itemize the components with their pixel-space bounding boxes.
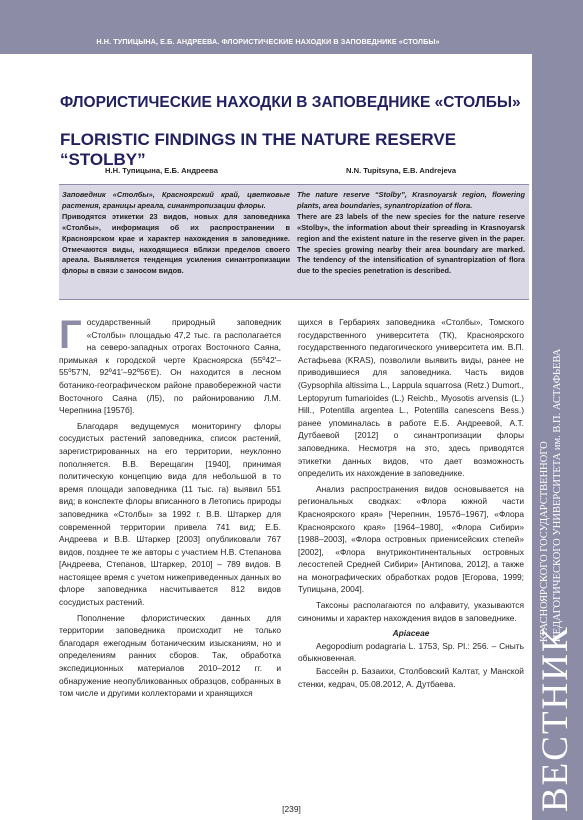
keywords-ru: Заповедник «Столбы», Красноярский край, цветковые растения, границы ареала, синантропизации флоры.	[62, 190, 290, 210]
authors-en: N.N. Tupitsyna, E.B. Andrejeva	[346, 166, 457, 175]
university-line-2: ПЕДАГОГИЧЕСКОГО УНИВЕРСИТЕТА им. В.П. АСТАФЬЕВА	[552, 348, 563, 642]
paragraph-replenishment: Пополнение флористических данных для территории заповедника происходит не только благодаря ежегодным ботаническим изысканиям, но и определениям ранних сборов. Так, обработка экспедиционных материалов 2010–2012 гг. и обнаружение неопубликованных образцов, собранных в том числе и другими коллекторами и хранящихся	[59, 612, 281, 699]
abstract-text-ru: Приводятся этикетки 23 видов, новых для заповедника «Столбы», информация об их распространении в Красноярском крае и характер нахождения в заповеднике. Отмечаются виды, находящиеся вблизи пределов своего ареала. Выявляется тенденция усиления синантропизации флоры в связи с заносом видов.	[62, 211, 290, 276]
family-heading: Apiaceae	[392, 628, 430, 639]
abstract-en	[297, 190, 525, 277]
keywords-en: The nature reserve “Stolby”, Krasnoyarsk region, flowering plants, area boundaries, synantropization of flora.	[297, 190, 525, 210]
paragraph-monitoring: Благодаря ведущемуся мониторингу флоры сосудистых растений заповедника, список растений, зарегистрированных на его территории, неуклонно пополняется. В.В. Верещагин [1940], принимая политическую концепцию вида для небольшой в то время площади заповедника (11 тыс. га) выявил 551 вид; в конспекте флоры вписанного в Летопись природы заповедника «Столбы» за 1992 г. В.В. Штаркер для современной территории привела 741 вид; Е.Б. Андреева и В.В. Штаркер [2003] опубликовали 767 видов, позднее те же авторы с участием Н.В. Степанова [Андреева, Степанов, Штаркер, 2010] – 789 видов. В настоящее время с учетом нижеприведенных данных во флоре заповедника насчитывается 812 видов сосудистых растений.	[59, 420, 281, 608]
body-column-right	[298, 316, 524, 690]
paragraph-intro	[59, 313, 281, 417]
university-name	[538, 349, 564, 642]
article-title-ru: ФЛОРИСТИЧЕСКИЕ НАХОДКИ В ЗАПОВЕДНИКЕ «СТОЛБЫ»	[60, 94, 521, 111]
drop-cap: Г	[59, 313, 82, 357]
article-title-en: FLORISTIC FINDINGS IN THE NATURE RESERVE “STOLBY”	[60, 130, 457, 169]
university-line-1: КРАСНОЯРСКОГО ГОСУДАРСТВЕННОГО	[539, 441, 550, 642]
body-column-left	[59, 313, 281, 700]
paragraph-analysis: Анализ распространения видов основывается на региональных сводках: «Флора южной части Красноярского края» [Черепнин, 1957б–1967], «Флора Красноярского края» [1964–1980], «Флора Сибири» [1988–2003], «Флора островных приенисейских степей» [2002], «Флора внутриконтинентальных островных лесостепей Средней Сибири» [Антипова, 2012], а также на монографических обработках родов [Егорова, 1999; Тупицына, 2004].	[298, 483, 524, 595]
abstract-box	[59, 184, 529, 300]
paragraph-herbaria: щихся в Гербариях заповедника «Столбы», Томского государственного университета (ТК), Красноярского государственного педагогического университета им. В.П. Астафьева (KRAS), позволили выявить виды, ранее не приводившиеся для заповедника. Часть видов (Gypsophila altissima L., Lappula squarrosa (Retz.) Dumort., Leptopyrum fumarioides (L.) Reichb., Myosotis arvensis (L.) Hill., Potentilla argentea L., Potentilla canescens Bess.) ранее упоминалась в работе Е.Б. Андреевой, А.Т. Дутбаевой [2012] о синантропизации флоры заповедника. Несмотря на это, здесь приводятся этикетки данных видов, что дает возможность определить их нахождение в заповеднике.	[298, 317, 524, 479]
journal-sidebar	[532, 32, 583, 820]
page-number: [239]	[282, 804, 301, 814]
sidebar-rotated-text	[532, 112, 583, 812]
authors-ru: Н.Н. Тупицына, Е.Б. Андреева	[105, 166, 218, 175]
running-head: Н.Н. ТУПИЦЫНА, Е.Б. АНДРЕЕВА. ФЛОРИСТИЧЕСКИЕ НАХОДКИ В ЗАПОВЕДНИКЕ «СТОЛБЫ»	[96, 37, 440, 46]
abstract-text-en: There are 23 labels of the new species for the nature reserve «Stolby», the information about their spreading in Krasnoyarsk region and the existent nature in the reserve given in the paper. The species growing nearby their area boundary are marked. The tendency of the intensification of synantropization of flora due to the species penetration is described.	[297, 211, 525, 276]
journal-name: ВЕСТНИК	[535, 625, 576, 812]
paragraph-taxa-order: Таксоны располагаются по алфавиту, указываются синонимы и характер нахождения видов в заповеднике.	[298, 600, 524, 623]
top-decorative-bar	[0, 0, 583, 32]
species-entry: Aegopodium podagraria L. 1753, Sp. Pl.: 256. – Сныть обыкновенная.	[298, 640, 524, 664]
paragraph-intro-text: осударственный природный заповедник «Столбы» площадью 47,2 тыс. га располагается на северо-западных отрогах Восточного Саяна, примыкая к городской черте Красноярска (55º42'–55º57'N, 92º41'–92º56'E). Он находится в лесном ботанико-географическом районе правобережной части Восточного Саяна (Л5), по районированию Л.М. Черепнина [1957б].	[59, 317, 281, 416]
species-locality: Бассейн р. Базаихи, Столбовский Калтат, у Манской стенки, кедрач, 05.08.2012, А. Дутбаева.	[298, 666, 524, 689]
abstract-ru	[62, 190, 290, 277]
